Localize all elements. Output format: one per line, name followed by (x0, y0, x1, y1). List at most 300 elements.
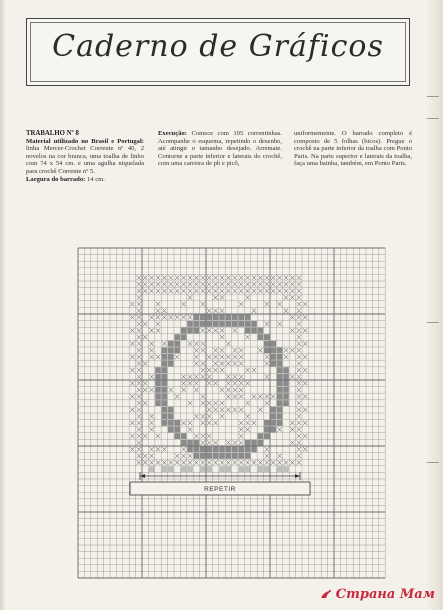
chart-stitch-x (130, 434, 134, 439)
chart-stitch-x (220, 328, 224, 333)
chart-stitch-x (265, 322, 269, 327)
chart-stitch-x (181, 388, 185, 393)
chart-stitch-x (297, 322, 301, 327)
chart-stitch-x (201, 361, 205, 366)
chart-stitch-x (201, 460, 205, 465)
chart-stitch-x (201, 401, 205, 406)
chart-stitch-x (226, 381, 230, 386)
chart-stitch-x (181, 374, 185, 379)
chart-stitch-x (284, 282, 288, 287)
chart-stitch-x (156, 447, 160, 452)
chart-stitch-filled (155, 394, 161, 400)
chart-stitch-x (137, 454, 141, 459)
chart-stitch-x (213, 368, 217, 373)
chart-stitch-x (137, 315, 141, 320)
chart-stitch-x (297, 308, 301, 313)
chart-stitch-x (297, 275, 301, 280)
chart-stitch-x (194, 374, 198, 379)
chart-stitch-x (265, 289, 269, 294)
chart-stitch-x (271, 275, 275, 280)
chart-stitch-x (143, 282, 147, 287)
chart-stitch-x (137, 447, 141, 452)
chart-stitch-x (303, 315, 307, 320)
chart-stitch-x (297, 427, 301, 432)
chart-stitch-x (143, 322, 147, 327)
chart-stitch-x (137, 394, 141, 399)
chart-stitch-x (188, 401, 192, 406)
chart-stitch-filled (162, 367, 168, 373)
chart-stitch-x (143, 434, 147, 439)
chart-stitch-filled (277, 413, 283, 419)
chart-stitch-filled (270, 361, 276, 367)
chart-stitch-x (175, 460, 179, 465)
execution-label: Execução: (158, 130, 187, 137)
chart-stitch-filled (245, 453, 251, 459)
finishing-paragraph: uniformemente. O barrado completo é composto de 5 folhas (bicos). Pregue o crochê na parte inferior da toalha com Ponto Paris. Na parte superior e laterais da toalha, faça uma bainha, também, em Ponto Paris. (294, 130, 412, 168)
chart-stitch-x (277, 322, 281, 327)
chart-stitch-x (258, 348, 262, 353)
chart-stitch-x (258, 394, 262, 399)
chart-stitch-x (271, 394, 275, 399)
chart-stitch-x (220, 308, 224, 313)
edge-mark (427, 118, 439, 119)
chart-stitch-filled (277, 420, 283, 426)
chart-stitch-x (290, 348, 294, 353)
chart-stitch-x (213, 282, 217, 287)
chart-stitch-filled (162, 347, 168, 353)
chart-stitch-x (220, 275, 224, 280)
chart-stitch-x (130, 315, 134, 320)
chart-stitch-x (213, 407, 217, 412)
chart-stitch-x (258, 407, 262, 412)
chart-stitch-filled (226, 453, 232, 459)
chart-stitch-x (188, 454, 192, 459)
chart-stitch-x (233, 388, 237, 393)
chart-stitch-x (252, 308, 256, 313)
chart-stitch-filled (251, 328, 257, 334)
chart-stitch-x (194, 361, 198, 366)
chart-stitch-x (137, 401, 141, 406)
chart-stitch-filled (162, 387, 168, 393)
chart-stitch-x (284, 295, 288, 300)
instructions-column-2 (158, 130, 282, 168)
chart-stitch-filled (283, 367, 289, 373)
chart-stitch-filled (219, 314, 225, 320)
chart-stitch-filled (174, 347, 180, 353)
chart-stitch-x (290, 421, 294, 426)
chart-stitch-x (188, 275, 192, 280)
chart-stitch-x (239, 361, 243, 366)
chart-stitch-x (169, 315, 173, 320)
chart-stitch-filled (174, 433, 180, 439)
chart-stitch-x (156, 282, 160, 287)
chart-stitch-x (233, 348, 237, 353)
chart-stitch-filled (270, 413, 276, 419)
chart-stitch-x (245, 282, 249, 287)
chart-stitch-x (226, 355, 230, 360)
chart-stitch-x (303, 394, 307, 399)
chart-stitch-filled (277, 361, 283, 367)
chart-stitch-filled (245, 321, 251, 327)
chart-stitch-x (220, 368, 224, 373)
chart-stitch-x (213, 308, 217, 313)
chart-stitch-x (220, 401, 224, 406)
chart-stitch-x (156, 355, 160, 360)
chart-stitch-x (239, 275, 243, 280)
chart-stitch-x (175, 289, 179, 294)
chart-stitch-x (258, 289, 262, 294)
chart-stitch-x (233, 275, 237, 280)
chart-stitch-x (137, 275, 141, 280)
chart-stitch-x (239, 434, 243, 439)
chart-stitch-x (297, 348, 301, 353)
chart-stitch-x (156, 328, 160, 333)
chart-stitch-filled (232, 446, 238, 452)
chart-stitch-filled (258, 440, 264, 446)
chart-stitch-x (297, 361, 301, 366)
chart-stitch-x (226, 282, 230, 287)
chart-stitch-x (297, 440, 301, 445)
chart-stitch-x (149, 427, 153, 432)
instructions-column-3 (294, 130, 412, 168)
chart-stitch-x (201, 275, 205, 280)
chart-stitch-x (233, 355, 237, 360)
chart-stitch-x (297, 401, 301, 406)
chart-stitch-filled (283, 387, 289, 393)
chart-stitch-filled (187, 321, 193, 327)
chart-stitch-filled (232, 314, 238, 320)
chart-stitch-x (181, 447, 185, 452)
chart-stitch-x (156, 322, 160, 327)
chart-stitch-x (226, 275, 230, 280)
chart-stitch-filled (213, 453, 219, 459)
chart-stitch-filled (270, 347, 276, 353)
chart-stitch-filled (232, 321, 238, 327)
chart-stitch-x (188, 282, 192, 287)
chart-stitch-x (265, 401, 269, 406)
chart-stitch-x (297, 381, 301, 386)
chart-stitch-x (213, 295, 217, 300)
crochet-chart-svg (74, 244, 392, 580)
chart-stitch-filled (162, 413, 168, 419)
chart-stitch-x (226, 394, 230, 399)
chart-stitch-x (137, 388, 141, 393)
chart-stitch-x (284, 460, 288, 465)
material-text: linha Mercer-Crochet Corrente nº 40, 2 novelos na cor branca, uma toalha de linho com 74 x 54 cm. e uma agulha niquelada para crochê Corrente nº 5. (26, 145, 144, 175)
chart-stitch-x (297, 454, 301, 459)
repeat-label: REPETIR (204, 486, 236, 493)
chart-stitch-filled (162, 394, 168, 400)
chart-stitch-filled (187, 446, 193, 452)
chart-stitch-x (213, 355, 217, 360)
chart-stitch-filled (206, 321, 212, 327)
chart-stitch-filled (245, 466, 251, 472)
chart-stitch-filled (251, 321, 257, 327)
chart-grid (78, 248, 385, 578)
chart-stitch-filled (283, 466, 289, 472)
chart-stitch-filled (264, 433, 270, 439)
chart-stitch-filled (219, 453, 225, 459)
chart-stitch-filled (238, 446, 244, 452)
chart-stitch-x (245, 401, 249, 406)
chart-stitch-x (207, 421, 211, 426)
chart-stitch-x (194, 355, 198, 360)
chart-stitch-x (175, 454, 179, 459)
chart-stitch-filled (162, 380, 168, 386)
chart-stitch-x (181, 302, 185, 307)
chart-stitch-x (252, 282, 256, 287)
header-frame (26, 18, 410, 86)
chart-stitch-x (149, 374, 153, 379)
chart-stitch-x (239, 381, 243, 386)
chart-stitch-x (284, 308, 288, 313)
chart-stitch-x (297, 374, 301, 379)
chart-stitch-x (239, 460, 243, 465)
chart-stitch-filled (181, 433, 187, 439)
chart-stitch-filled (258, 328, 264, 334)
chart-stitch-x (194, 414, 198, 419)
chart-stitch-x (137, 355, 141, 360)
chart-stitch-x (239, 289, 243, 294)
chart-stitch-x (213, 381, 217, 386)
chart-stitch-filled (174, 427, 180, 433)
chart-stitch-filled (200, 314, 206, 320)
chart-stitch-x (290, 374, 294, 379)
chart-stitch-filled (155, 374, 161, 380)
chart-stitch-x (297, 368, 301, 373)
chart-stitch-x (149, 460, 153, 465)
chart-stitch-filled (174, 341, 180, 347)
chart-stitch-x (130, 421, 134, 426)
chart-stitch-filled (226, 321, 232, 327)
chart-stitch-x (188, 374, 192, 379)
chart-stitch-x (252, 289, 256, 294)
chart-stitch-x (169, 388, 173, 393)
chart-stitch-x (149, 355, 153, 360)
chart-stitch-x (290, 427, 294, 432)
chart-stitch-x (149, 341, 153, 346)
chart-stitch-x (194, 381, 198, 386)
chart-stitch-filled (238, 466, 244, 472)
chart-stitch-x (162, 341, 166, 346)
chart-stitch-x (156, 308, 160, 313)
chart-stitch-x (265, 394, 269, 399)
chart-stitch-x (220, 414, 224, 419)
chart-stitch-x (245, 421, 249, 426)
chart-stitch-x (207, 289, 211, 294)
chart-stitch-x (175, 355, 179, 360)
chart-stitch-x (137, 289, 141, 294)
chart-stitch-x (233, 381, 237, 386)
chart-stitch-x (297, 414, 301, 419)
chart-stitch-x (143, 388, 147, 393)
chart-stitch-x (284, 348, 288, 353)
chart-stitch-x (220, 335, 224, 340)
chart-stitch-x (137, 335, 141, 340)
chart-stitch-filled (283, 380, 289, 386)
chart-stitch-filled (181, 466, 187, 472)
chart-stitch-filled (155, 367, 161, 373)
chart-stitch-filled (213, 314, 219, 320)
chart-stitch-x (284, 355, 288, 360)
chart-stitch-filled (264, 466, 270, 472)
chart-stitch-x (169, 282, 173, 287)
chart-stitch-filled (226, 466, 232, 472)
chart-stitch-filled (213, 321, 219, 327)
crochet-chart (74, 244, 392, 580)
chart-stitch-x (137, 427, 141, 432)
chart-stitch-filled (155, 387, 161, 393)
chart-stitch-x (297, 282, 301, 287)
chart-stitch-x (213, 421, 217, 426)
chart-stitch-x (239, 355, 243, 360)
chart-stitch-x (137, 421, 141, 426)
chart-stitch-x (201, 374, 205, 379)
chart-stitch-filled (187, 440, 193, 446)
chart-stitch-x (137, 282, 141, 287)
chart-stitch-x (226, 374, 230, 379)
chart-stitch-x (239, 421, 243, 426)
chart-stitch-x (162, 282, 166, 287)
edge-mark (427, 462, 439, 463)
chart-stitch-x (201, 421, 205, 426)
chart-stitch-x (213, 460, 217, 465)
chart-stitch-filled (283, 394, 289, 400)
chart-stitch-x (149, 421, 153, 426)
chart-stitch-x (213, 401, 217, 406)
chart-stitch-filled (245, 328, 251, 334)
chart-stitch-filled (264, 420, 270, 426)
chart-stitch-x (162, 447, 166, 452)
chart-stitch-filled (264, 334, 270, 340)
chart-stitch-x (290, 282, 294, 287)
chart-stitch-filled (187, 328, 193, 334)
chart-stitch-x (149, 414, 153, 419)
chart-stitch-x (297, 295, 301, 300)
chart-stitch-x (175, 275, 179, 280)
chart-stitch-x (226, 388, 230, 393)
chart-stitch-filled (270, 407, 276, 413)
chart-stitch-x (162, 289, 166, 294)
chart-stitch-x (297, 447, 301, 452)
chart-stitch-x (252, 460, 256, 465)
chart-stitch-x (258, 460, 262, 465)
chart-stitch-x (149, 447, 153, 452)
chart-stitch-filled (162, 361, 168, 367)
chart-stitch-x (162, 308, 166, 313)
chart-stitch-filled (149, 466, 155, 472)
chart-stitch-x (252, 275, 256, 280)
chart-stitch-x (194, 282, 198, 287)
chart-stitch-filled (194, 321, 200, 327)
chart-stitch-x (207, 275, 211, 280)
chart-stitch-x (188, 421, 192, 426)
chart-stitch-x (149, 315, 153, 320)
chart-stitch-x (213, 440, 217, 445)
chart-stitch-x (277, 460, 281, 465)
chart-stitch-x (297, 341, 301, 346)
chart-stitch-x (233, 394, 237, 399)
chart-stitch-x (245, 368, 249, 373)
chart-stitch-x (156, 275, 160, 280)
chart-stitch-x (130, 394, 134, 399)
chart-stitch-x (137, 434, 141, 439)
chart-stitch-x (207, 374, 211, 379)
chart-stitch-filled (206, 466, 212, 472)
chart-stitch-x (297, 394, 301, 399)
chart-stitch-x (207, 440, 211, 445)
chart-stitch-filled (174, 334, 180, 340)
chart-stitch-x (284, 275, 288, 280)
edge-mark (427, 322, 439, 323)
chart-stitch-filled (283, 400, 289, 406)
chart-stitch-filled (162, 374, 168, 380)
chart-stitch-filled (168, 427, 174, 433)
chart-stitch-x (162, 275, 166, 280)
chart-stitch-x (297, 407, 301, 412)
chart-stitch-x (194, 460, 198, 465)
chart-stitch-x (201, 368, 205, 373)
chart-stitch-x (137, 348, 141, 353)
chart-stitch-filled (194, 314, 200, 320)
chart-stitch-filled (213, 446, 219, 452)
chart-stitch-x (149, 348, 153, 353)
chart-stitch-x (226, 361, 230, 366)
chart-stitch-x (207, 407, 211, 412)
material-paragraph (26, 138, 144, 176)
chart-stitch-filled (168, 407, 174, 413)
chart-stitch-filled (168, 341, 174, 347)
chart-stitch-x (207, 328, 211, 333)
chart-stitch-x (265, 460, 269, 465)
chart-stitch-x (181, 381, 185, 386)
chart-stitch-filled (270, 420, 276, 426)
chart-stitch-filled (194, 328, 200, 334)
chart-stitch-filled (219, 321, 225, 327)
chart-stitch-filled (200, 466, 206, 472)
chart-stitch-x (258, 275, 262, 280)
chart-stitch-x (207, 355, 211, 360)
chart-stitch-x (149, 328, 153, 333)
chart-stitch-x (239, 394, 243, 399)
chart-stitch-x (137, 308, 141, 313)
chart-stitch-x (149, 289, 153, 294)
chart-stitch-x (137, 407, 141, 412)
chart-stitch-x (277, 282, 281, 287)
chart-stitch-x (169, 275, 173, 280)
chart-stitch-x (303, 447, 307, 452)
chart-stitch-x (143, 454, 147, 459)
repeat-arrow-right-head (295, 474, 300, 478)
chart-stitch-x (233, 282, 237, 287)
chart-stitch-x (143, 460, 147, 465)
chart-stitch-x (277, 289, 281, 294)
chart-stitch-x (201, 414, 205, 419)
chart-stitch-filled (283, 374, 289, 380)
chart-stitch-x (239, 282, 243, 287)
chart-stitch-x (137, 368, 141, 373)
chart-stitch-filled (174, 420, 180, 426)
chart-stitch-x (137, 328, 141, 333)
chart-stitch-x (290, 440, 294, 445)
chart-stitch-x (162, 460, 166, 465)
chart-stitch-filled (219, 446, 225, 452)
chart-stitch-x (194, 348, 198, 353)
chart-stitch-x (188, 427, 192, 432)
chart-stitch-x (137, 322, 141, 327)
chart-stitch-filled (162, 407, 168, 413)
chart-stitch-x (303, 434, 307, 439)
